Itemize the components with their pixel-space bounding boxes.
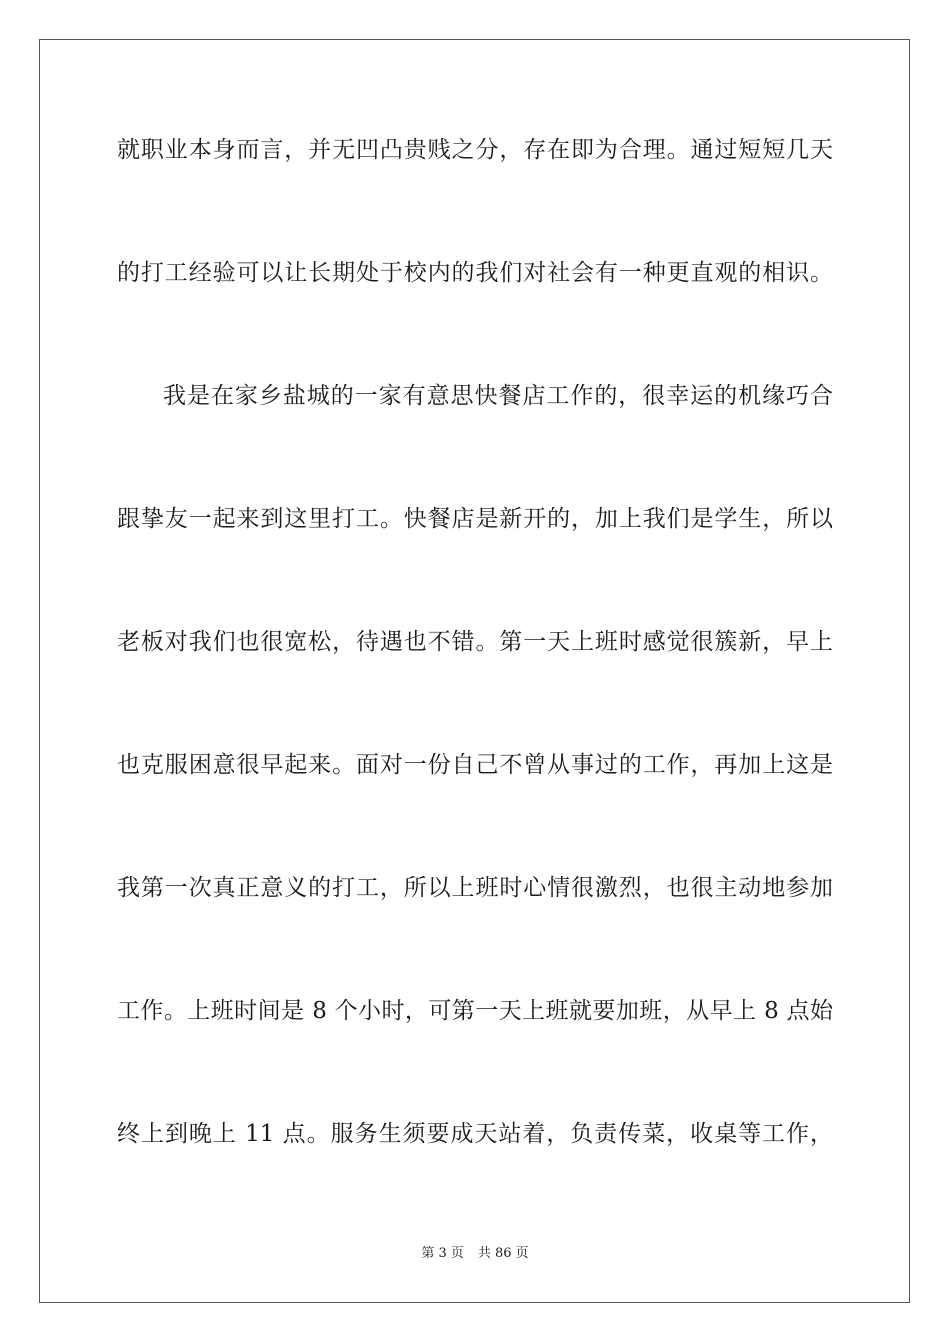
page-footer <box>0 1246 950 1262</box>
body-text-line-5: 老板对我们也很宽松，待遇也不错。第一天上班时感觉很簇新，早上 <box>117 629 833 655</box>
page-number-total: 共 86 页 <box>477 1246 529 1261</box>
page-number-current: 第 3 页 <box>421 1246 464 1261</box>
body-text-line-6: 也克服困意很早起来。面对一份自己不曾从事过的工作，再加上这是 <box>117 752 833 778</box>
body-text-line-3-paragraph-start: 我是在家乡盐城的一家有意思快餐店工作的，很幸运的机缘巧合 <box>163 383 833 409</box>
body-text-line-2: 的打工经验可以让长期处于校内的我们对社会有一种更直观的相识。 <box>117 260 833 286</box>
body-text-line-7: 我第一次真正意义的打工，所以上班时心情很激烈，也很主动地参加 <box>117 875 833 901</box>
body-text-line-1: 就职业本身而言，并无凹凸贵贱之分，存在即为合理。通过短短几天 <box>117 137 833 163</box>
body-text-line-9: 终上到晚上 11 点。服务生须要成天站着，负责传菜，收桌等工作， <box>117 1121 833 1147</box>
page-border <box>39 39 910 1303</box>
body-text-line-4: 跟挚友一起来到这里打工。快餐店是新开的，加上我们是学生，所以 <box>117 506 833 532</box>
body-text-line-8: 工作。上班时间是 8 个小时，可第一天上班就要加班，从早上 8 点始 <box>117 998 833 1024</box>
